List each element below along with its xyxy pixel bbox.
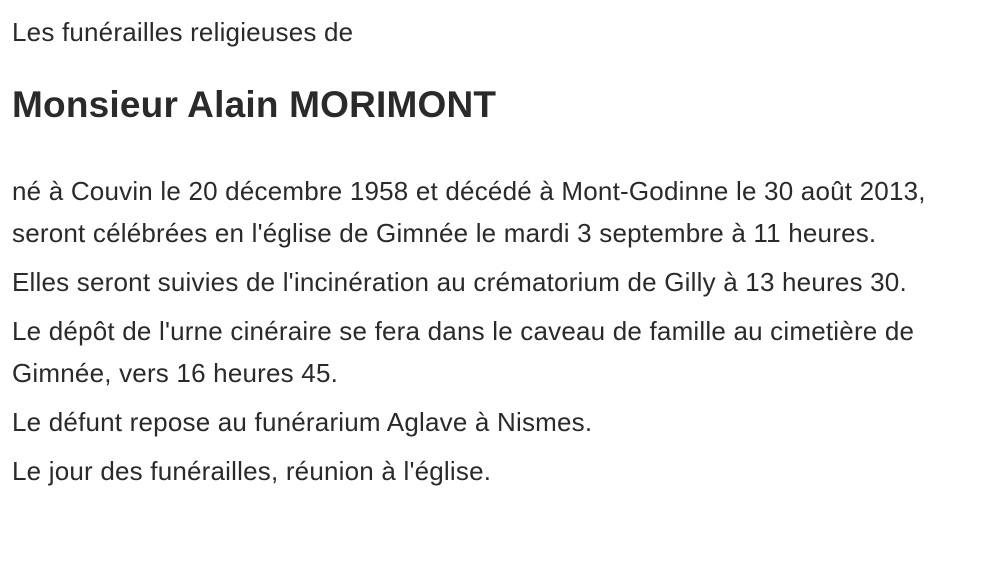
notice-body: [12, 170, 986, 492]
notice-paragraph-cremation: Elles seront suivies de l'incinération au crématorium de Gilly à 13 heures 30.: [12, 267, 907, 297]
deceased-name-title: Monsieur Alain MORIMONT: [12, 84, 497, 125]
notice-paragraph-urn: Le dépôt de l'urne cinéraire se fera dans le caveau de famille au cimetière de Gimnée, vers 16 heures 45.: [12, 316, 915, 388]
notice-paragraph-repose: Le défunt repose au funérarium Aglave à Nismes.: [12, 407, 593, 437]
notice-paragraph-ceremony: né à Couvin le 20 décembre 1958 et décédé à Mont-Godinne le 30 août 2013, seront célébrées en l'église de Gimnée le mardi 3 septembre à 11 heures.: [12, 176, 926, 248]
notice-intro-line: Les funérailles religieuses de: [12, 17, 354, 47]
notice-paragraph-reunion: Le jour des funérailles, réunion à l'église.: [12, 456, 492, 486]
